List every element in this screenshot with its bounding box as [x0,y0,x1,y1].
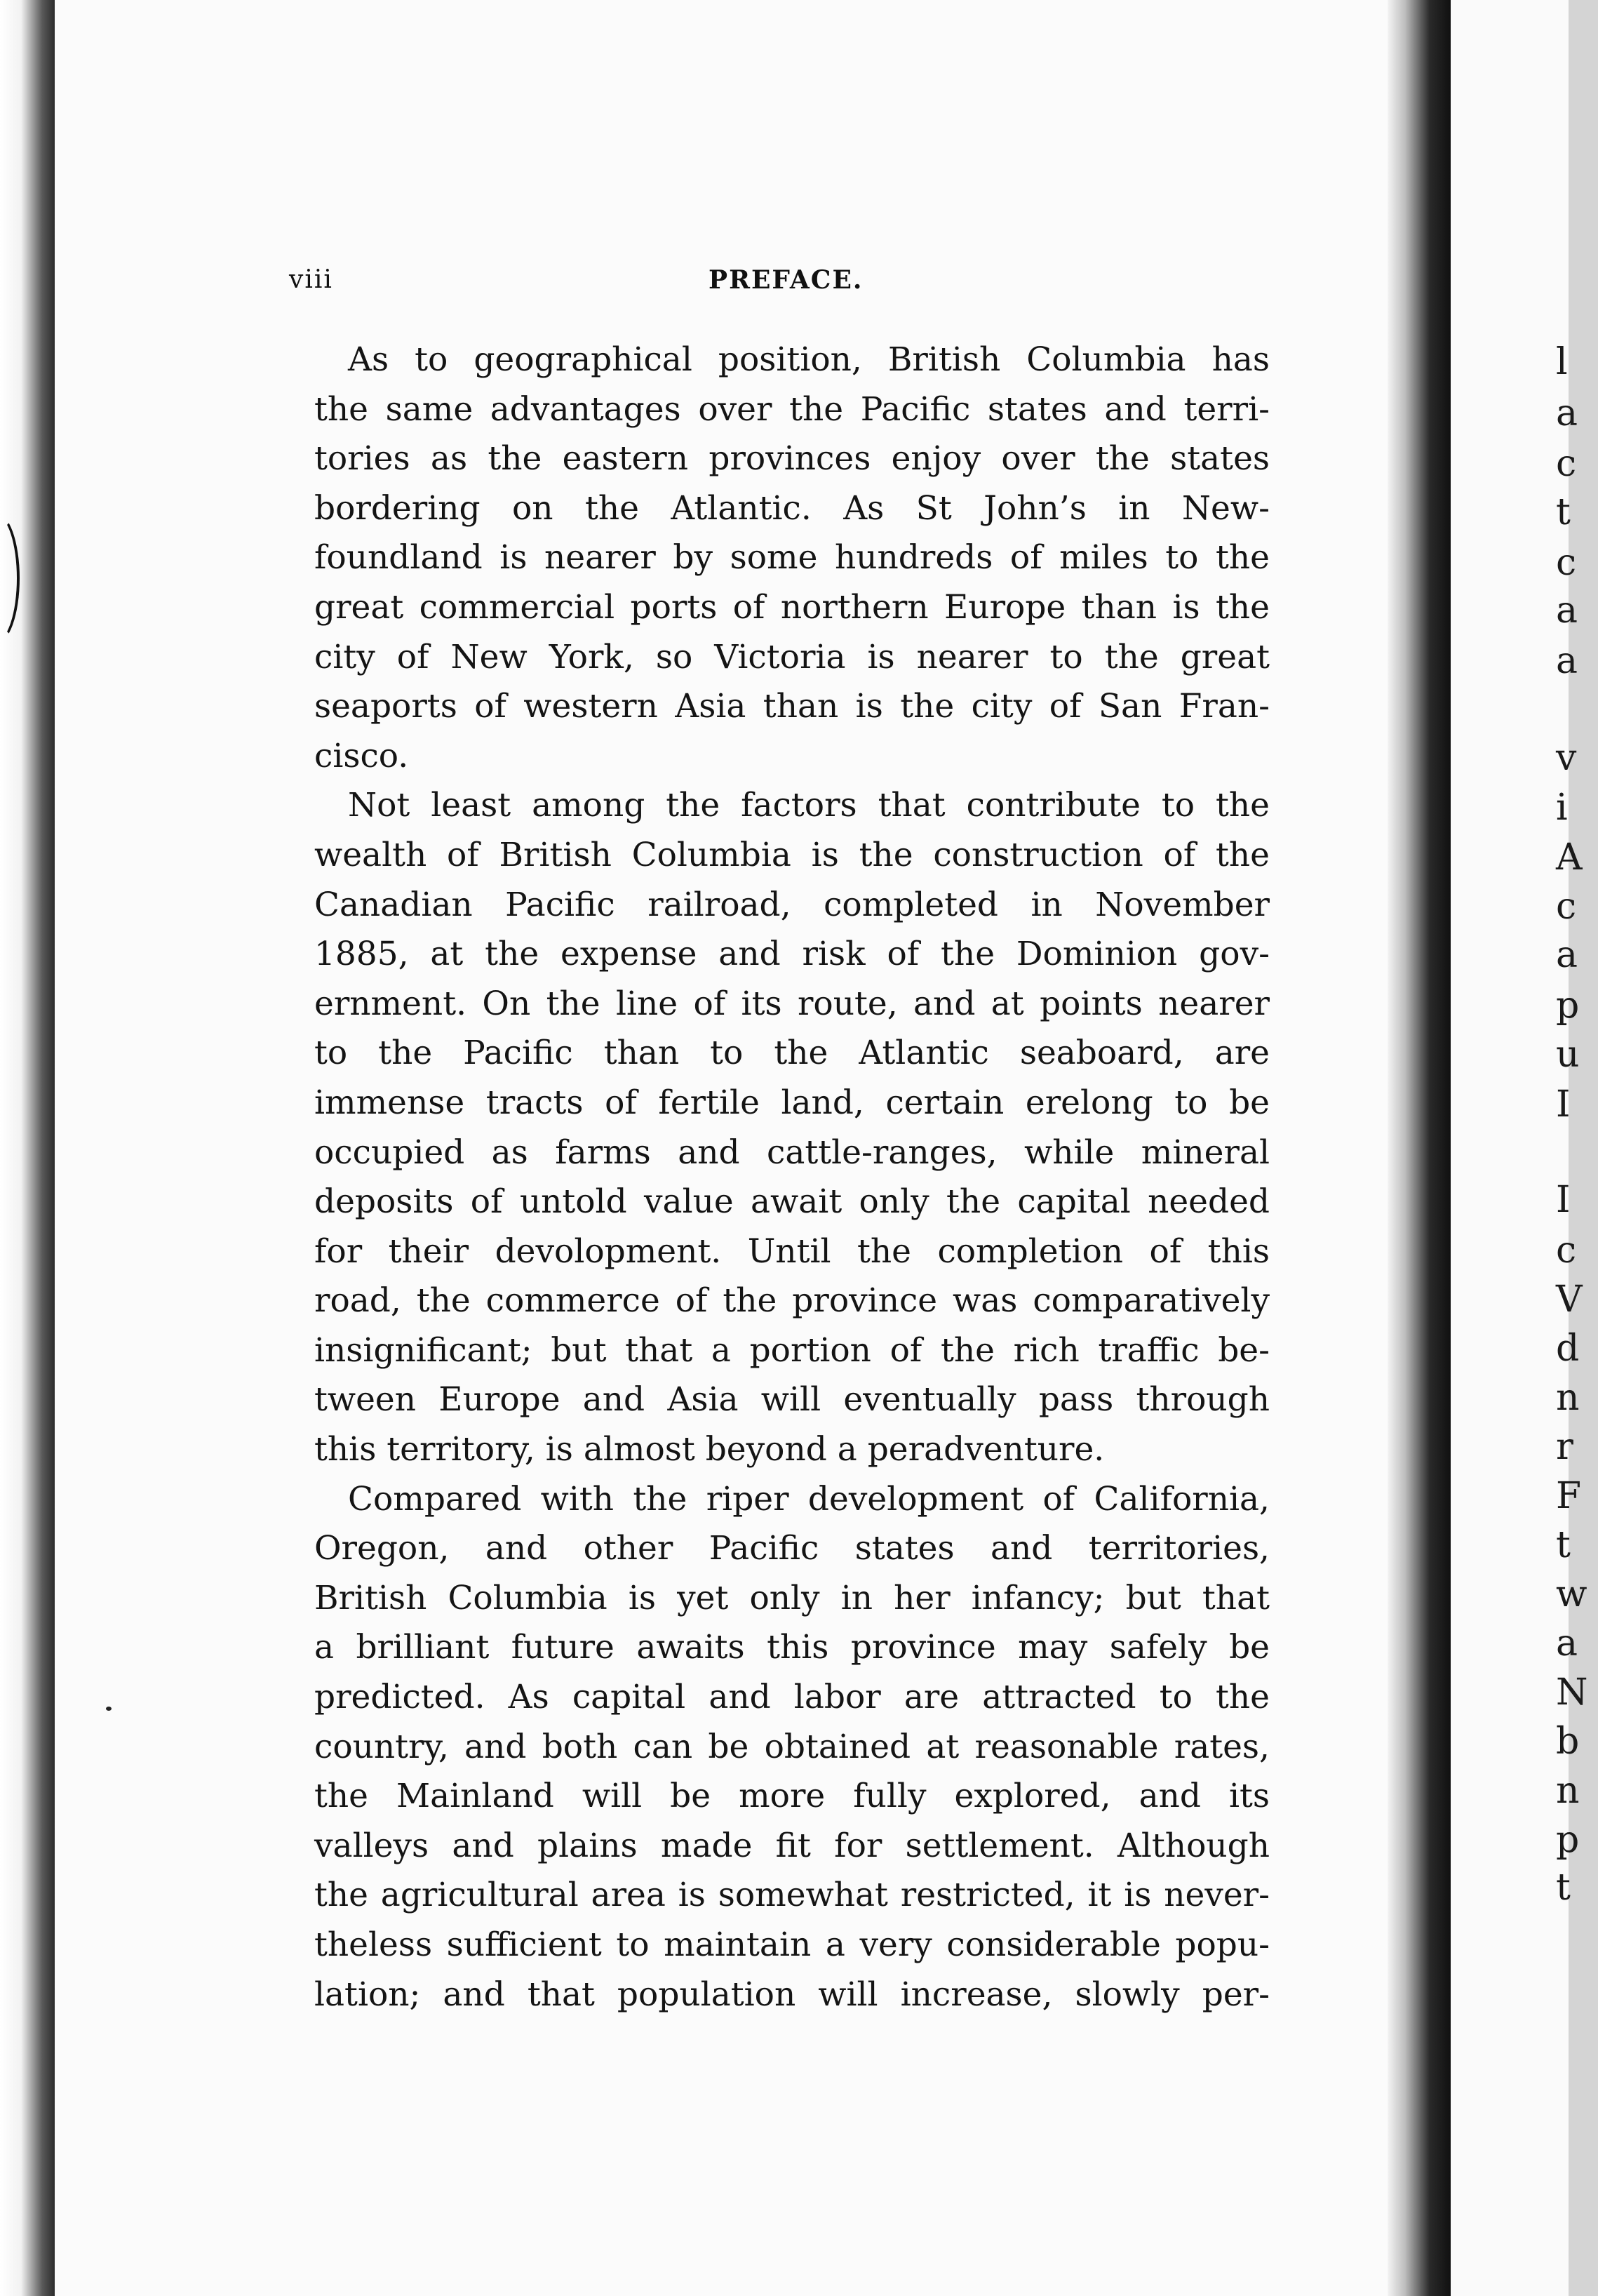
facing-letter: v [1556,737,1577,779]
text-line: insignificant; but that a portion of the rich traffic be- [314,1330,1270,1370]
text-line: for their devolopment. Until the completion of this [314,1232,1270,1271]
facing-letter: i [1556,787,1568,829]
text-line: British Columbia is yet only in her infancy; but that [314,1578,1270,1617]
text-line: Canadian Pacific railroad, completed in November [314,885,1270,924]
text-line: to the Pacific than to the Atlantic seaboard, are [314,1034,1270,1073]
text-line: Compared with the riper development of California, [348,1479,1270,1519]
facing-letter: r [1556,1426,1573,1468]
text-line: tories as the eastern provinces enjoy over the states [314,439,1270,479]
facing-letter: u [1556,1034,1580,1076]
text-line: As to geographical position, British Columbia has [348,340,1270,379]
facing-letter: l [1556,341,1568,383]
text-line: this territory, is almost beyond a peradventure. [314,1430,1105,1469]
scan-speck [106,1707,112,1711]
text-line: great commercial ports of northern Europe than is the [314,587,1270,627]
text-line: cisco. [314,736,409,775]
text-line: valleys and plains made fit for settlement. Although [314,1826,1270,1865]
page-number: viii [289,265,333,294]
facing-letter: t [1556,1524,1571,1566]
text-line: the same advantages over the Pacific states and terri- [314,389,1270,429]
facing-letter: a [1556,934,1578,976]
facing-letter: w [1556,1573,1587,1615]
facing-letter: c [1556,886,1577,928]
text-line: a brilliant future awaits this province may safely be [314,1628,1270,1667]
text-line: wealth of British Columbia is the construction of the [314,835,1270,874]
text-line: predicted. As capital and labor are attracted to the [314,1678,1270,1717]
facing-letter: V [1556,1279,1583,1321]
text-line: the agricultural area is somewhat restricted, it is never- [314,1876,1270,1915]
text-line: city of New York, so Victoria is nearer to the great [314,637,1270,676]
paragraph-3 [314,1475,1270,2020]
facing-letter: p [1556,985,1580,1027]
text-line: country, and both can be obtained at reasonable rates, [314,1727,1270,1766]
facing-page [1451,0,1588,2296]
text-line: road, the commerce of the province was comparatively [314,1281,1270,1321]
facing-letter: I [1556,1179,1571,1221]
text-line: 1885, at the expense and risk of the Dominion gov- [314,935,1270,974]
text-line: theless sufficient to maintain a very considerable popu- [314,1925,1270,1964]
text-line: ernment. On the line of its route, and at points nearer [314,984,1270,1023]
facing-letter: A [1556,836,1583,879]
facing-letter: a [1556,392,1578,434]
facing-letter: t [1556,491,1571,533]
book-gutter [1388,0,1451,2296]
facing-letter: p [1556,1819,1580,1861]
text-line: the Mainland will be more fully explored, and its [314,1777,1270,1816]
text-line: lation; and that population will increase, slowly per- [314,1975,1270,2014]
facing-letter: n [1556,1377,1580,1419]
paragraph-1 [314,335,1270,781]
facing-letter: d [1556,1328,1580,1370]
facing-letter: t [1556,1867,1571,1909]
text-line: deposits of untold value await only the capital needed [314,1182,1270,1222]
facing-letter: c [1556,542,1577,584]
text-line: seaports of western Asia than is the city of San Fran- [314,687,1270,726]
text-line: Not least among the factors that contribute to the [348,786,1270,825]
facing-letter: I [1556,1083,1571,1126]
facing-letter: n [1556,1770,1580,1812]
running-head [289,265,1271,307]
text-line: bordering on the Atlantic. As St John’s in New- [314,488,1270,528]
facing-letter: c [1556,443,1577,485]
text-line: Oregon, and other Pacific states and territories, [314,1529,1270,1568]
text-line: tween Europe and Asia will eventually pass through [314,1380,1270,1420]
left-binding-shadow [0,0,55,2296]
facing-letter: N [1556,1671,1588,1714]
text-line: occupied as farms and cattle-ranges, while mineral [314,1133,1270,1172]
body-text [314,335,1270,2020]
facing-letter: a [1556,640,1578,682]
text-line: immense tracts of fertile land, certain erelong to be [314,1083,1270,1122]
facing-letter: a [1556,1622,1578,1664]
facing-letter: F [1556,1475,1582,1517]
paragraph-2 [314,781,1270,1474]
facing-letter: b [1556,1721,1580,1763]
text-line: foundland is nearer by some hundreds of miles to the [314,538,1270,578]
facing-letter: a [1556,589,1578,632]
running-title: PREFACE. [709,265,864,295]
facing-letter: c [1556,1229,1577,1272]
